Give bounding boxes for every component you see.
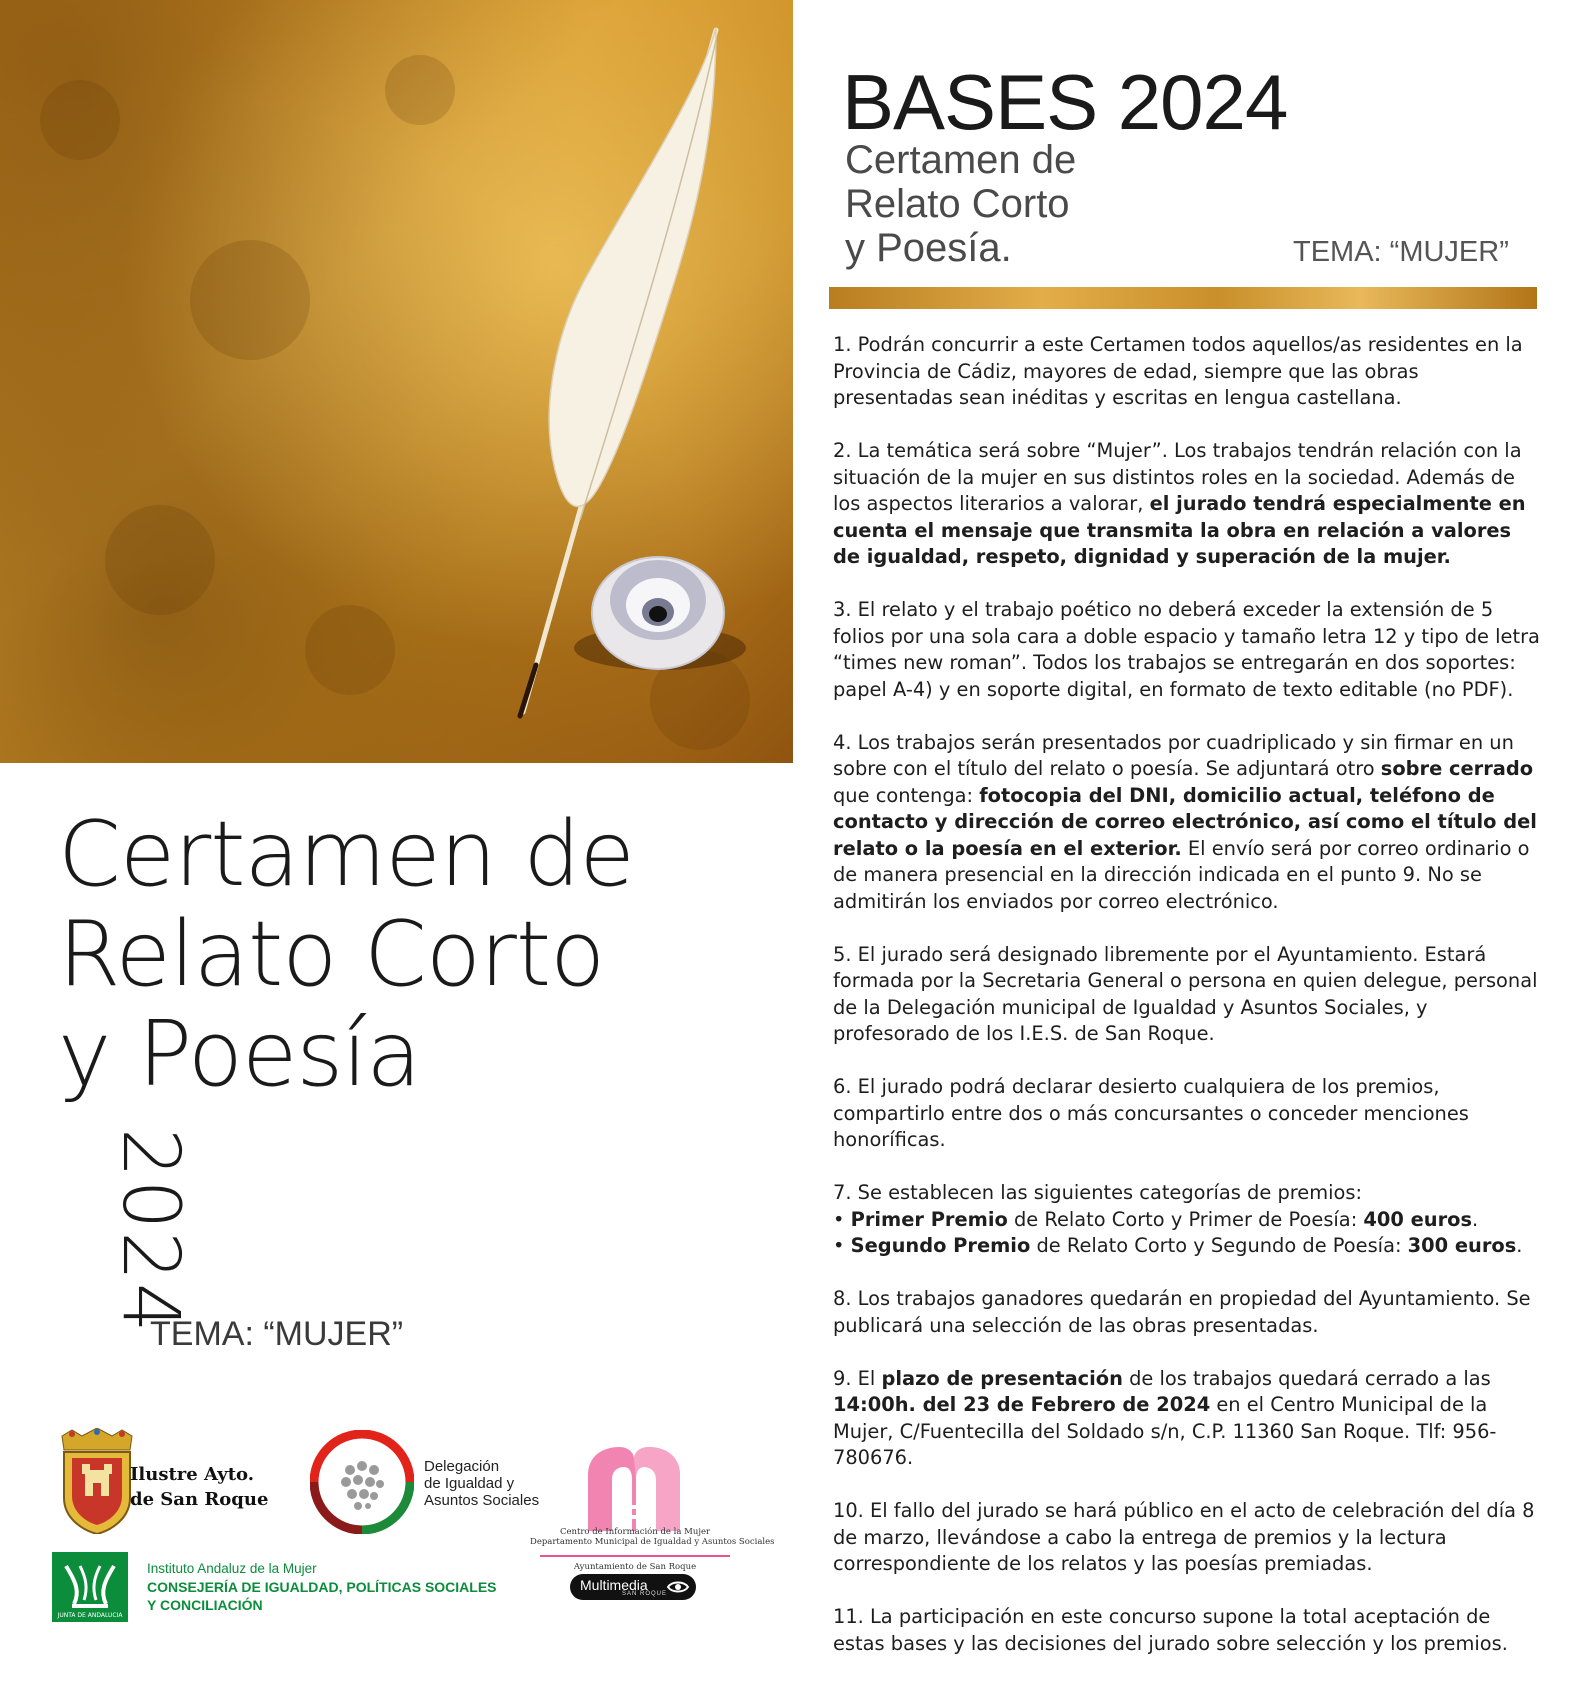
- bases-text: 10. El fallo del jurado se hará público en el acto de celebración del día 8 de marzo, llevándose a cabo la entrega de premios y la lectura correspondiente de los relatos y las poesías premiadas.: [833, 1499, 1535, 1575]
- header-subtitle-line: y Poesía.: [845, 226, 1012, 270]
- bases-emphasis: Primer Premio: [850, 1207, 1008, 1231]
- multimedia-label: Multimedia: [580, 1577, 648, 1593]
- bases-emphasis: 14:00h. del 23 de Febrero de 2024: [833, 1393, 1211, 1416]
- bases-text: de Relato Corto y Primer de Poesía:: [1007, 1207, 1364, 1231]
- bases-item: [833, 942, 1543, 1048]
- feather: [549, 28, 716, 506]
- bases-text: 7. Se establecen las siguientes categorías de premios:: [833, 1181, 1363, 1204]
- header-subtitle: [845, 138, 1205, 270]
- bases-item: [833, 1498, 1543, 1578]
- bases-item: [833, 1604, 1543, 1657]
- centro-mujer-logo-text: [530, 1527, 775, 1547]
- cim-line: Centro de Información de la Mujer: [559, 1527, 711, 1537]
- bases-text: 2. La temática será sobre “Mujer”. Los trabajos tendrán relación con la situación de la mujer en sus distintos roles en la sociedad. Además de los aspectos literarios a valorar,: [833, 439, 1522, 515]
- bases-text: .: [1516, 1234, 1523, 1257]
- centro-mujer-logo-icon: [584, 1445, 684, 1532]
- bases-item: [833, 597, 1543, 703]
- cim-divider: [540, 1555, 730, 1557]
- bases-emphasis: sobre cerrado: [1380, 757, 1534, 780]
- bases-text: 8. Los trabajos ganadores quedarán en propiedad del Ayuntamiento. Se publicará una selección de las obras presentadas.: [833, 1287, 1531, 1337]
- san-roque-line: Ilustre Ayto.: [130, 1464, 254, 1485]
- bases-text: 6. El jurado podrá declarar desierto cualquiera de los premios, compartirlo entre dos o más concursantes o conceder menciones honoríficas.: [833, 1075, 1469, 1151]
- bases-item: [833, 438, 1543, 571]
- bases-item: [833, 1286, 1543, 1339]
- delegacion-line: Asuntos Sociales: [424, 1492, 540, 1509]
- quill-illustration: [0, 0, 793, 763]
- bases-text: de los trabajos quedará cerrado a las: [1122, 1366, 1491, 1390]
- left-title-line: Relato Corto: [58, 902, 605, 1007]
- bases-emphasis: el jurado tendrá especialmente en cuenta el mensaje que transmita la obra en relación a valores de igualdad, respeto, dignidad y superación de la mujer.: [833, 492, 1526, 568]
- junta-andalucia-logo: [52, 1552, 128, 1622]
- bases-item-line: [833, 1207, 1543, 1234]
- san-roque-logo-text: [130, 1462, 280, 1512]
- bases-item: [833, 332, 1543, 412]
- iam-line: Instituto Andaluz de la Mujer: [147, 1561, 317, 1576]
- bases-emphasis: 400 euros: [1363, 1207, 1472, 1231]
- bases-text: 9. El: [833, 1366, 882, 1390]
- header-subtitle-line: Certamen de: [845, 138, 1077, 182]
- bases-text: en el Centro Municipal de la Mujer, C/Fuentecilla del Soldado s/n, C.P. 11360 San Roque. Tlf: 956-780676.: [833, 1393, 1497, 1469]
- bases-item-line: [833, 1180, 1543, 1207]
- cim-line: Departamento Municipal de Igualdad y Asuntos Sociales: [530, 1537, 775, 1547]
- bases-text: de Relato Corto y Segundo de Poesía:: [1030, 1234, 1408, 1257]
- year-vertical: 2024: [105, 1128, 195, 1335]
- left-title: [58, 802, 758, 1107]
- bases-text: El envío será por correo ordinario o de manera presencial en la dirección indicada en el punto 9. No se admitirán los enviados por correo electrónico.: [833, 836, 1530, 913]
- cim-ayuntamiento-text: Ayuntamiento de San Roque: [573, 1562, 697, 1572]
- delegacion-line: Delegación: [424, 1458, 500, 1475]
- bases-item: [833, 1366, 1543, 1472]
- iam-line: Y CONCILIACIÓN: [147, 1597, 263, 1613]
- junta-caption: JUNTA DE ANDALUCIA: [57, 1612, 123, 1619]
- bases-text: •: [833, 1207, 851, 1231]
- bases-list: [833, 332, 1543, 1684]
- multimedia-san-roque-logo: [570, 1574, 696, 1600]
- bases-item: [833, 1180, 1543, 1260]
- left-tema: TEMA: “MUJER”: [150, 1315, 404, 1353]
- bases-emphasis: fotocopia del DNI, domicilio actual, teléfono de contacto y dirección de correo electrónico, así como el título del relato o la poesía en el exterior.: [833, 783, 1537, 860]
- bases-item: [833, 1074, 1543, 1154]
- gold-divider: [829, 287, 1537, 309]
- left-title-line: y Poesía: [58, 1002, 421, 1107]
- bases-text: 11. La participación en este concurso supone la total aceptación de estas bases y las decisiones del jurado sobre selección y los premios.: [833, 1605, 1508, 1655]
- san-roque-line: de San Roque: [130, 1489, 269, 1510]
- bases-text: .: [1472, 1207, 1479, 1231]
- bases-emphasis: 300 euros: [1407, 1234, 1517, 1257]
- bases-emphasis: Segundo Premio: [850, 1234, 1031, 1257]
- bases-text: •: [833, 1234, 851, 1257]
- header-subtitle-line: Relato Corto: [845, 182, 1070, 226]
- bases-text: 4. Los trabajos serán presentados por cuadriplicado y sin firmar en un sobre con el título del relato o poesía. Se adjuntará otro: [833, 730, 1514, 780]
- multimedia-sub: SAN ROQUE: [622, 1591, 668, 1597]
- bases-title: BASES 2024: [842, 58, 1288, 146]
- bases-text: 3. El relato y el trabajo poético no deberá exceder la extensión de 5 folios por una sola cara a doble espacio y tamaño letra 12 y tipo de letra “times new roman”. Todos los trabajos se entregarán en dos soportes: papel A-4) y en soporte digital, en formato de texto editable (no PDF).: [833, 598, 1540, 701]
- bases-text: 5. El jurado será designado libremente por el Ayuntamiento. Estará formada por la Secretaria General o persona en quien delegue, personal de la Delegación municipal de Igualdad y Asuntos Sociales, y profesorado de los I.E.S. de San Roque.: [833, 942, 1538, 1045]
- bases-item-line: [833, 1233, 1543, 1260]
- quill-photo: [0, 0, 793, 763]
- delegacion-logo-text: [424, 1458, 604, 1509]
- delegacion-igualdad-logo-icon: [310, 1430, 414, 1534]
- delegacion-line: de Igualdad y: [424, 1475, 515, 1492]
- bases-text: que contenga:: [833, 783, 980, 807]
- bases-emphasis: plazo de presentación: [881, 1366, 1123, 1390]
- bases-item: [833, 730, 1543, 916]
- left-title-line: Certamen de: [58, 802, 634, 907]
- header-tema: TEMA: “MUJER”: [1293, 236, 1509, 268]
- bases-text: 1. Podrán concurrir a este Certamen todos aquellos/as residentes en la Provincia de Cádiz, mayores de edad, siempre que las obras presentadas sean inéditas y escritas en lengua castellana.: [833, 333, 1523, 409]
- iam-logo-text: [147, 1560, 497, 1614]
- san-roque-coat-of-arms-icon: [52, 1428, 142, 1534]
- iam-line: CONSEJERÍA DE IGUALDAD, POLÍTICAS SOCIALES: [147, 1579, 497, 1595]
- multimedia-eye-icon: [666, 1579, 690, 1595]
